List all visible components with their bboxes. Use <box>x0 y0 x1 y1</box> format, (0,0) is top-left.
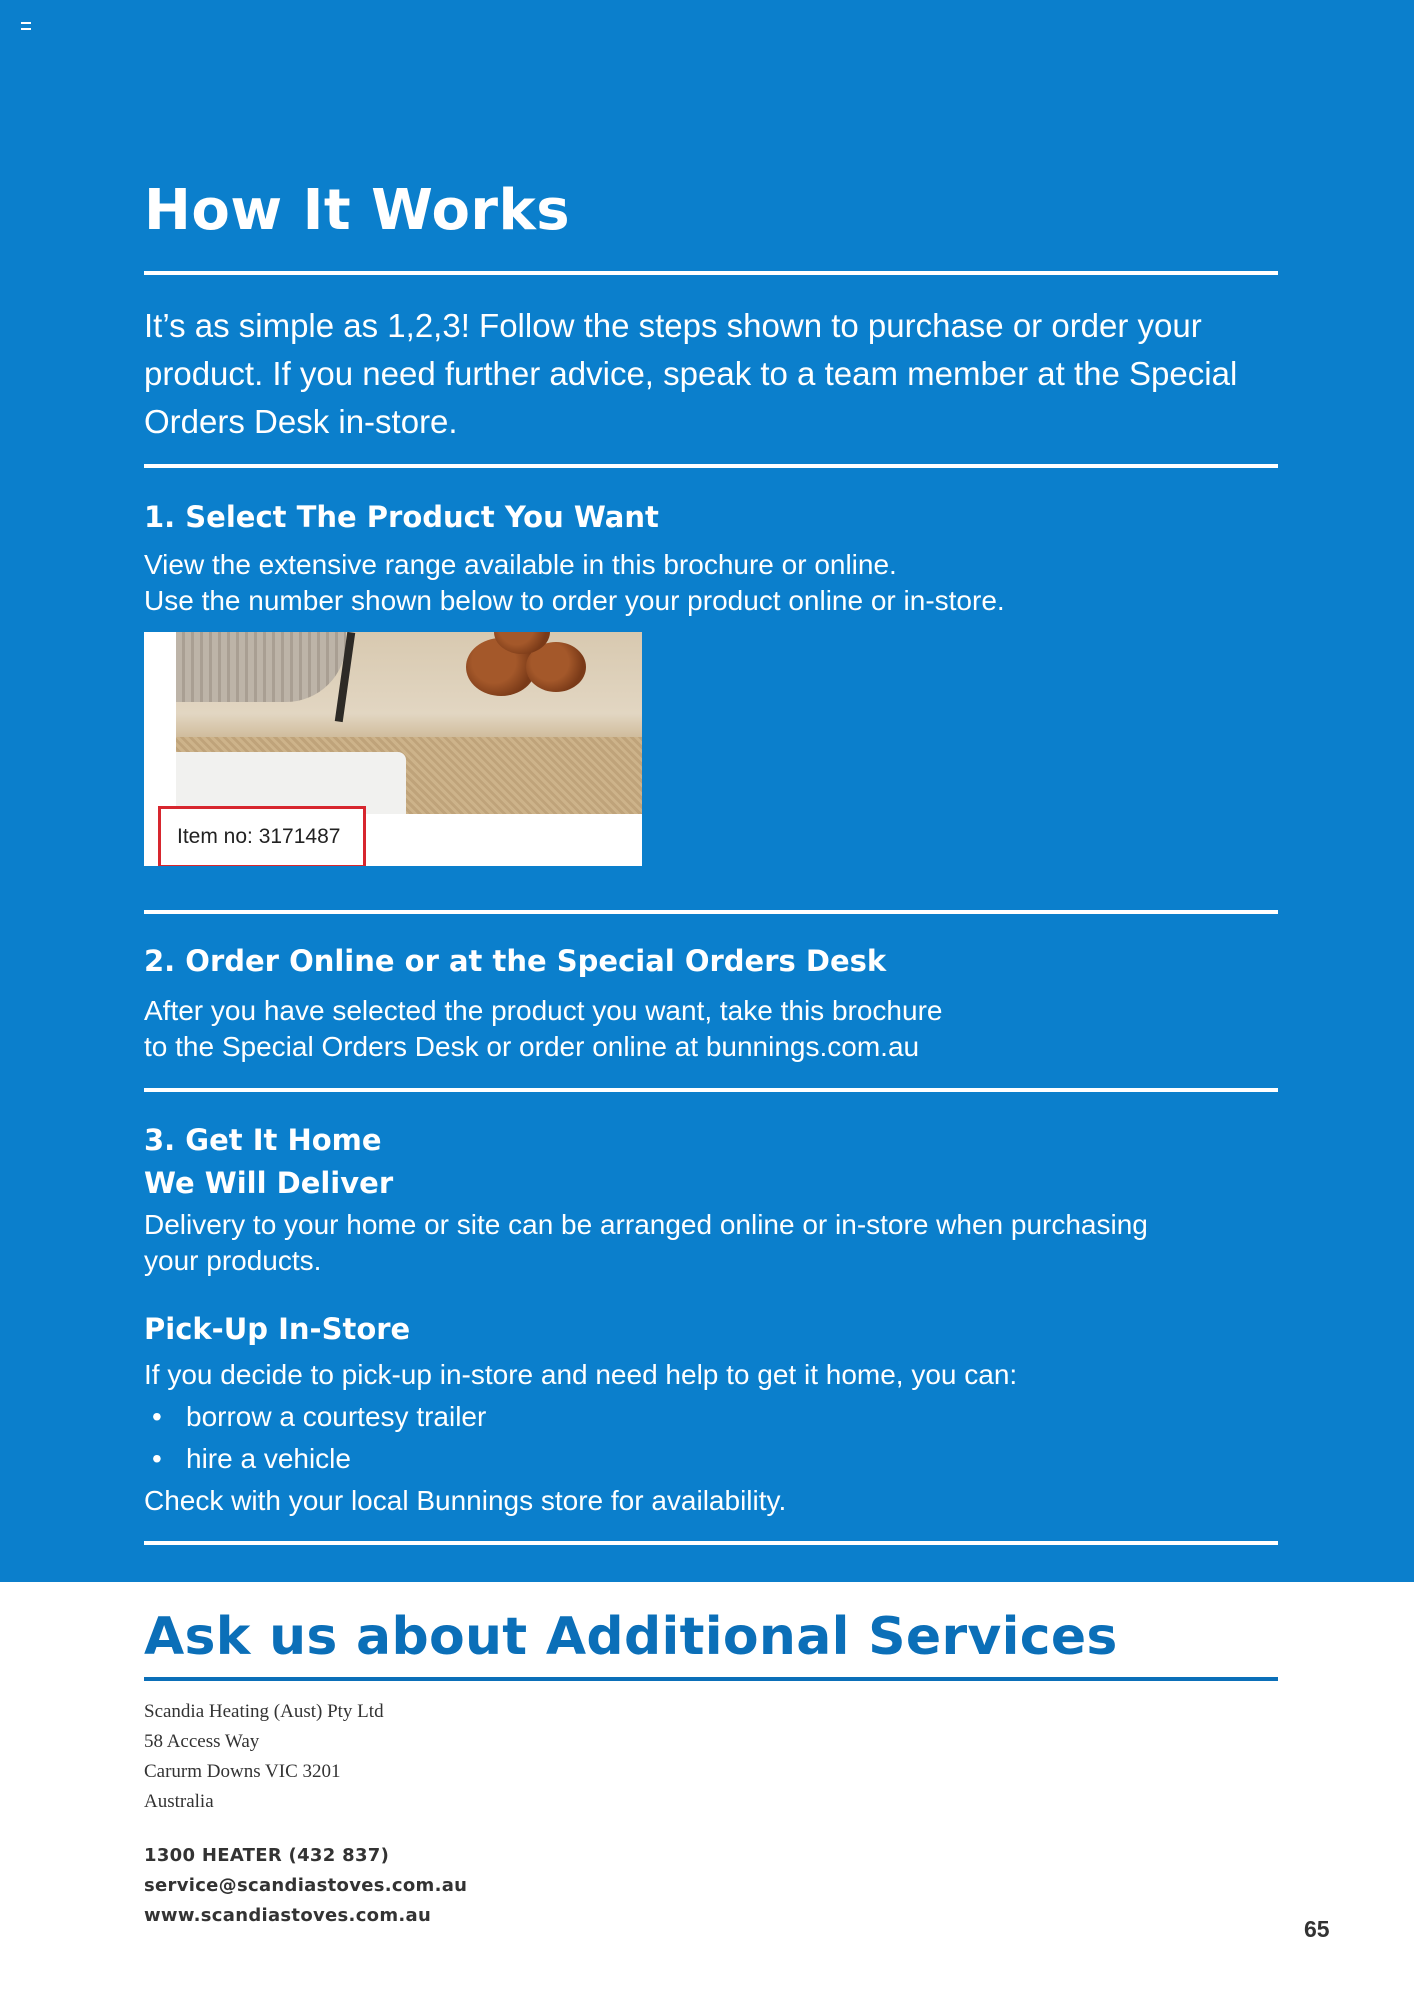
intro-line: Orders Desk in-store. <box>144 403 458 440</box>
pickup-intro: If you decide to pick-up in-store and need help to get it home, you can: <box>144 1359 1018 1390</box>
product-photo <box>176 632 642 814</box>
address-line: 58 Access Way <box>144 1731 260 1752</box>
phone-number[interactable]: 1300 HEATER (432 837) <box>144 1845 390 1866</box>
step-1-line: Use the number shown below to order your product online or in-store. <box>144 585 1005 616</box>
divider <box>144 1088 1278 1092</box>
step-1-line: View the extensive range available in this brochure or online. <box>144 549 897 580</box>
company-address <box>144 1697 384 1817</box>
divider <box>144 910 1278 914</box>
pickup-text <box>144 1354 1264 1522</box>
step-3-title: 3. Get It Home <box>144 1123 382 1157</box>
pickup-title: Pick-Up In-Store <box>144 1312 411 1346</box>
email-link[interactable]: service@scandiastoves.com.au <box>144 1875 468 1896</box>
step-2-text <box>144 993 1264 1065</box>
address-line: Scandia Heating (Aust) Pty Ltd <box>144 1701 384 1722</box>
deliver-line: your products. <box>144 1245 322 1276</box>
intro-text <box>144 302 1294 446</box>
intro-line: It’s as simple as 1,2,3! Follow the steps shown to purchase or order your <box>144 307 1202 344</box>
divider <box>144 464 1278 468</box>
step-2-title: 2. Order Online or at the Special Orders Desk <box>144 944 887 978</box>
step-2-line: to the Special Orders Desk or order online at bunnings.com.au <box>144 1031 920 1062</box>
deliver-line: Delivery to your home or site can be arranged online or in-store when purchasing <box>144 1209 1148 1240</box>
list-item: • borrow a courtesy trailer <box>144 1396 1264 1438</box>
pickup-options-list <box>144 1396 1264 1480</box>
page-number: 65 <box>1304 1916 1330 1942</box>
address-line: Australia <box>144 1791 214 1812</box>
menu-icon[interactable] <box>21 22 31 30</box>
step-1-title: 1. Select The Product You Want <box>144 500 659 534</box>
list-item: • hire a vehicle <box>144 1438 1264 1480</box>
step-1-text <box>144 547 1264 619</box>
address-line: Carurm Downs VIC 3201 <box>144 1761 341 1782</box>
contact-details <box>144 1841 467 1931</box>
item-number-label: Item no: 3171487 <box>158 806 366 866</box>
services-title: Ask us about Additional Services <box>144 1607 1118 1667</box>
page-title: How It Works <box>144 178 571 243</box>
services-divider <box>144 1677 1278 1681</box>
intro-line: product. If you need further advice, speak to a team member at the Special <box>144 355 1238 392</box>
deliver-text <box>144 1207 1264 1279</box>
divider <box>144 1541 1278 1545</box>
step-2-line: After you have selected the product you want, take this brochure <box>144 995 943 1026</box>
website-link[interactable]: www.scandiastoves.com.au <box>144 1905 432 1926</box>
divider <box>144 271 1278 275</box>
we-will-deliver-title: We Will Deliver <box>144 1166 394 1200</box>
product-example-image <box>144 632 642 866</box>
pickup-outro: Check with your local Bunnings store for availability. <box>144 1485 787 1516</box>
